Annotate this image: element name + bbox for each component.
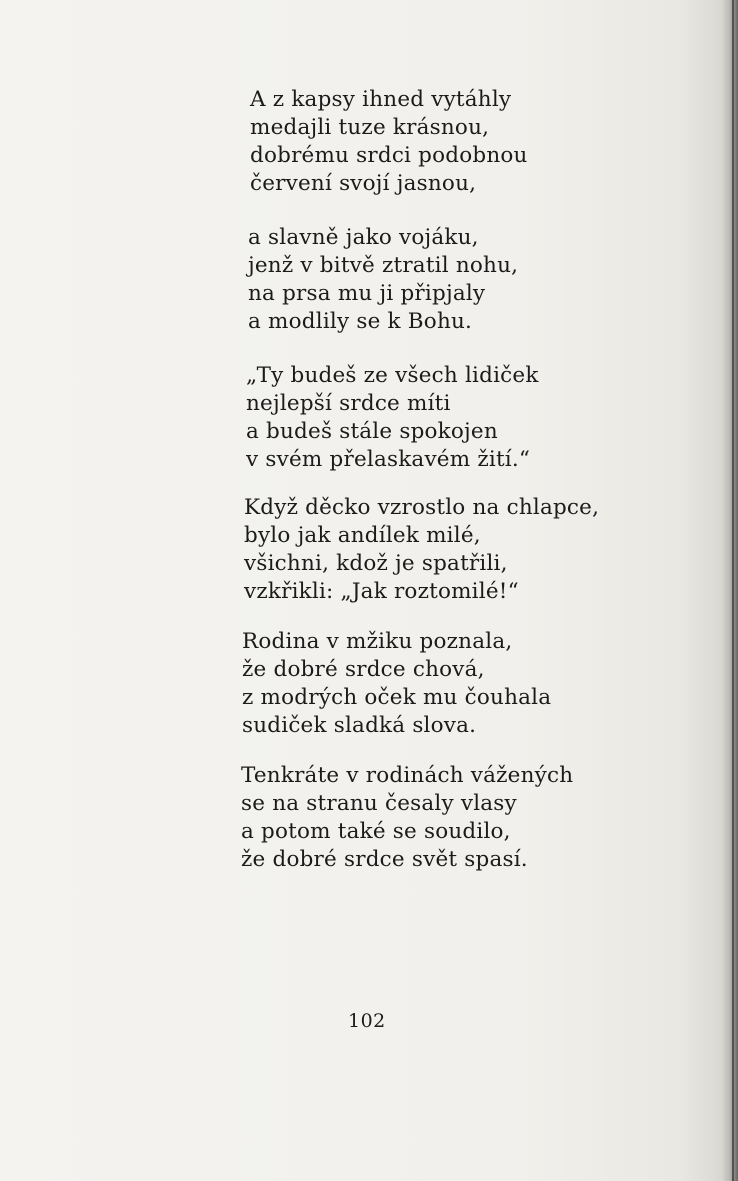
stanza-5 xyxy=(242,628,551,740)
poem-line: medajli tuze krásnou, xyxy=(250,115,490,140)
poem-line: „Ty budeš ze všech lidiček xyxy=(246,363,539,388)
poem-line: A z kapsy ihned vytáhly xyxy=(250,87,512,112)
poem-line: vzkřikli: „Jak roztomilé!“ xyxy=(244,579,519,604)
page-number: 102 xyxy=(348,1010,386,1032)
poem-line: na prsa mu ji připjaly xyxy=(248,281,486,306)
page-edge-shadow xyxy=(722,0,738,1181)
stanza-3 xyxy=(246,362,539,474)
stanza-2 xyxy=(248,224,518,336)
poem-line: Rodina v mžiku poznala, xyxy=(242,629,513,654)
poem-line: dobrému srdci podobnou xyxy=(250,143,528,168)
stanza-1 xyxy=(250,86,528,198)
poem-line: bylo jak andílek milé, xyxy=(244,523,481,548)
poem-line: že dobré srdce svět spasí. xyxy=(241,847,528,872)
poem-line: jenž v bitvě ztratil nohu, xyxy=(248,253,519,278)
poem-line: se na stranu česaly vlasy xyxy=(241,791,517,816)
poem-line: Když děcko vzrostlo na chlapce, xyxy=(244,495,600,520)
poem-line: a slavně jako vojáku, xyxy=(248,225,479,250)
stanza-4 xyxy=(244,494,599,606)
poem-line: Tenkráte v rodinách vážených xyxy=(241,763,574,788)
poem-line: všichni, kdož je spatřili, xyxy=(244,551,508,576)
poem-line: a modlily se k Bohu. xyxy=(248,309,473,334)
poem-line: v svém přelaskavém žití.“ xyxy=(246,447,531,472)
poem-line: a budeš stále spokojen xyxy=(246,419,498,444)
stanza-6 xyxy=(241,762,573,874)
poem-line: že dobré srdce chová, xyxy=(242,657,485,682)
poem-line: z modrých oček mu čouhala xyxy=(242,685,552,710)
poem-line: sudiček sladká slova. xyxy=(242,713,477,738)
poem-line: červení svojí jasnou, xyxy=(250,171,477,196)
poem-line: nejlepší srdce míti xyxy=(246,391,451,416)
poem-line: a potom také se soudilo, xyxy=(241,819,511,844)
